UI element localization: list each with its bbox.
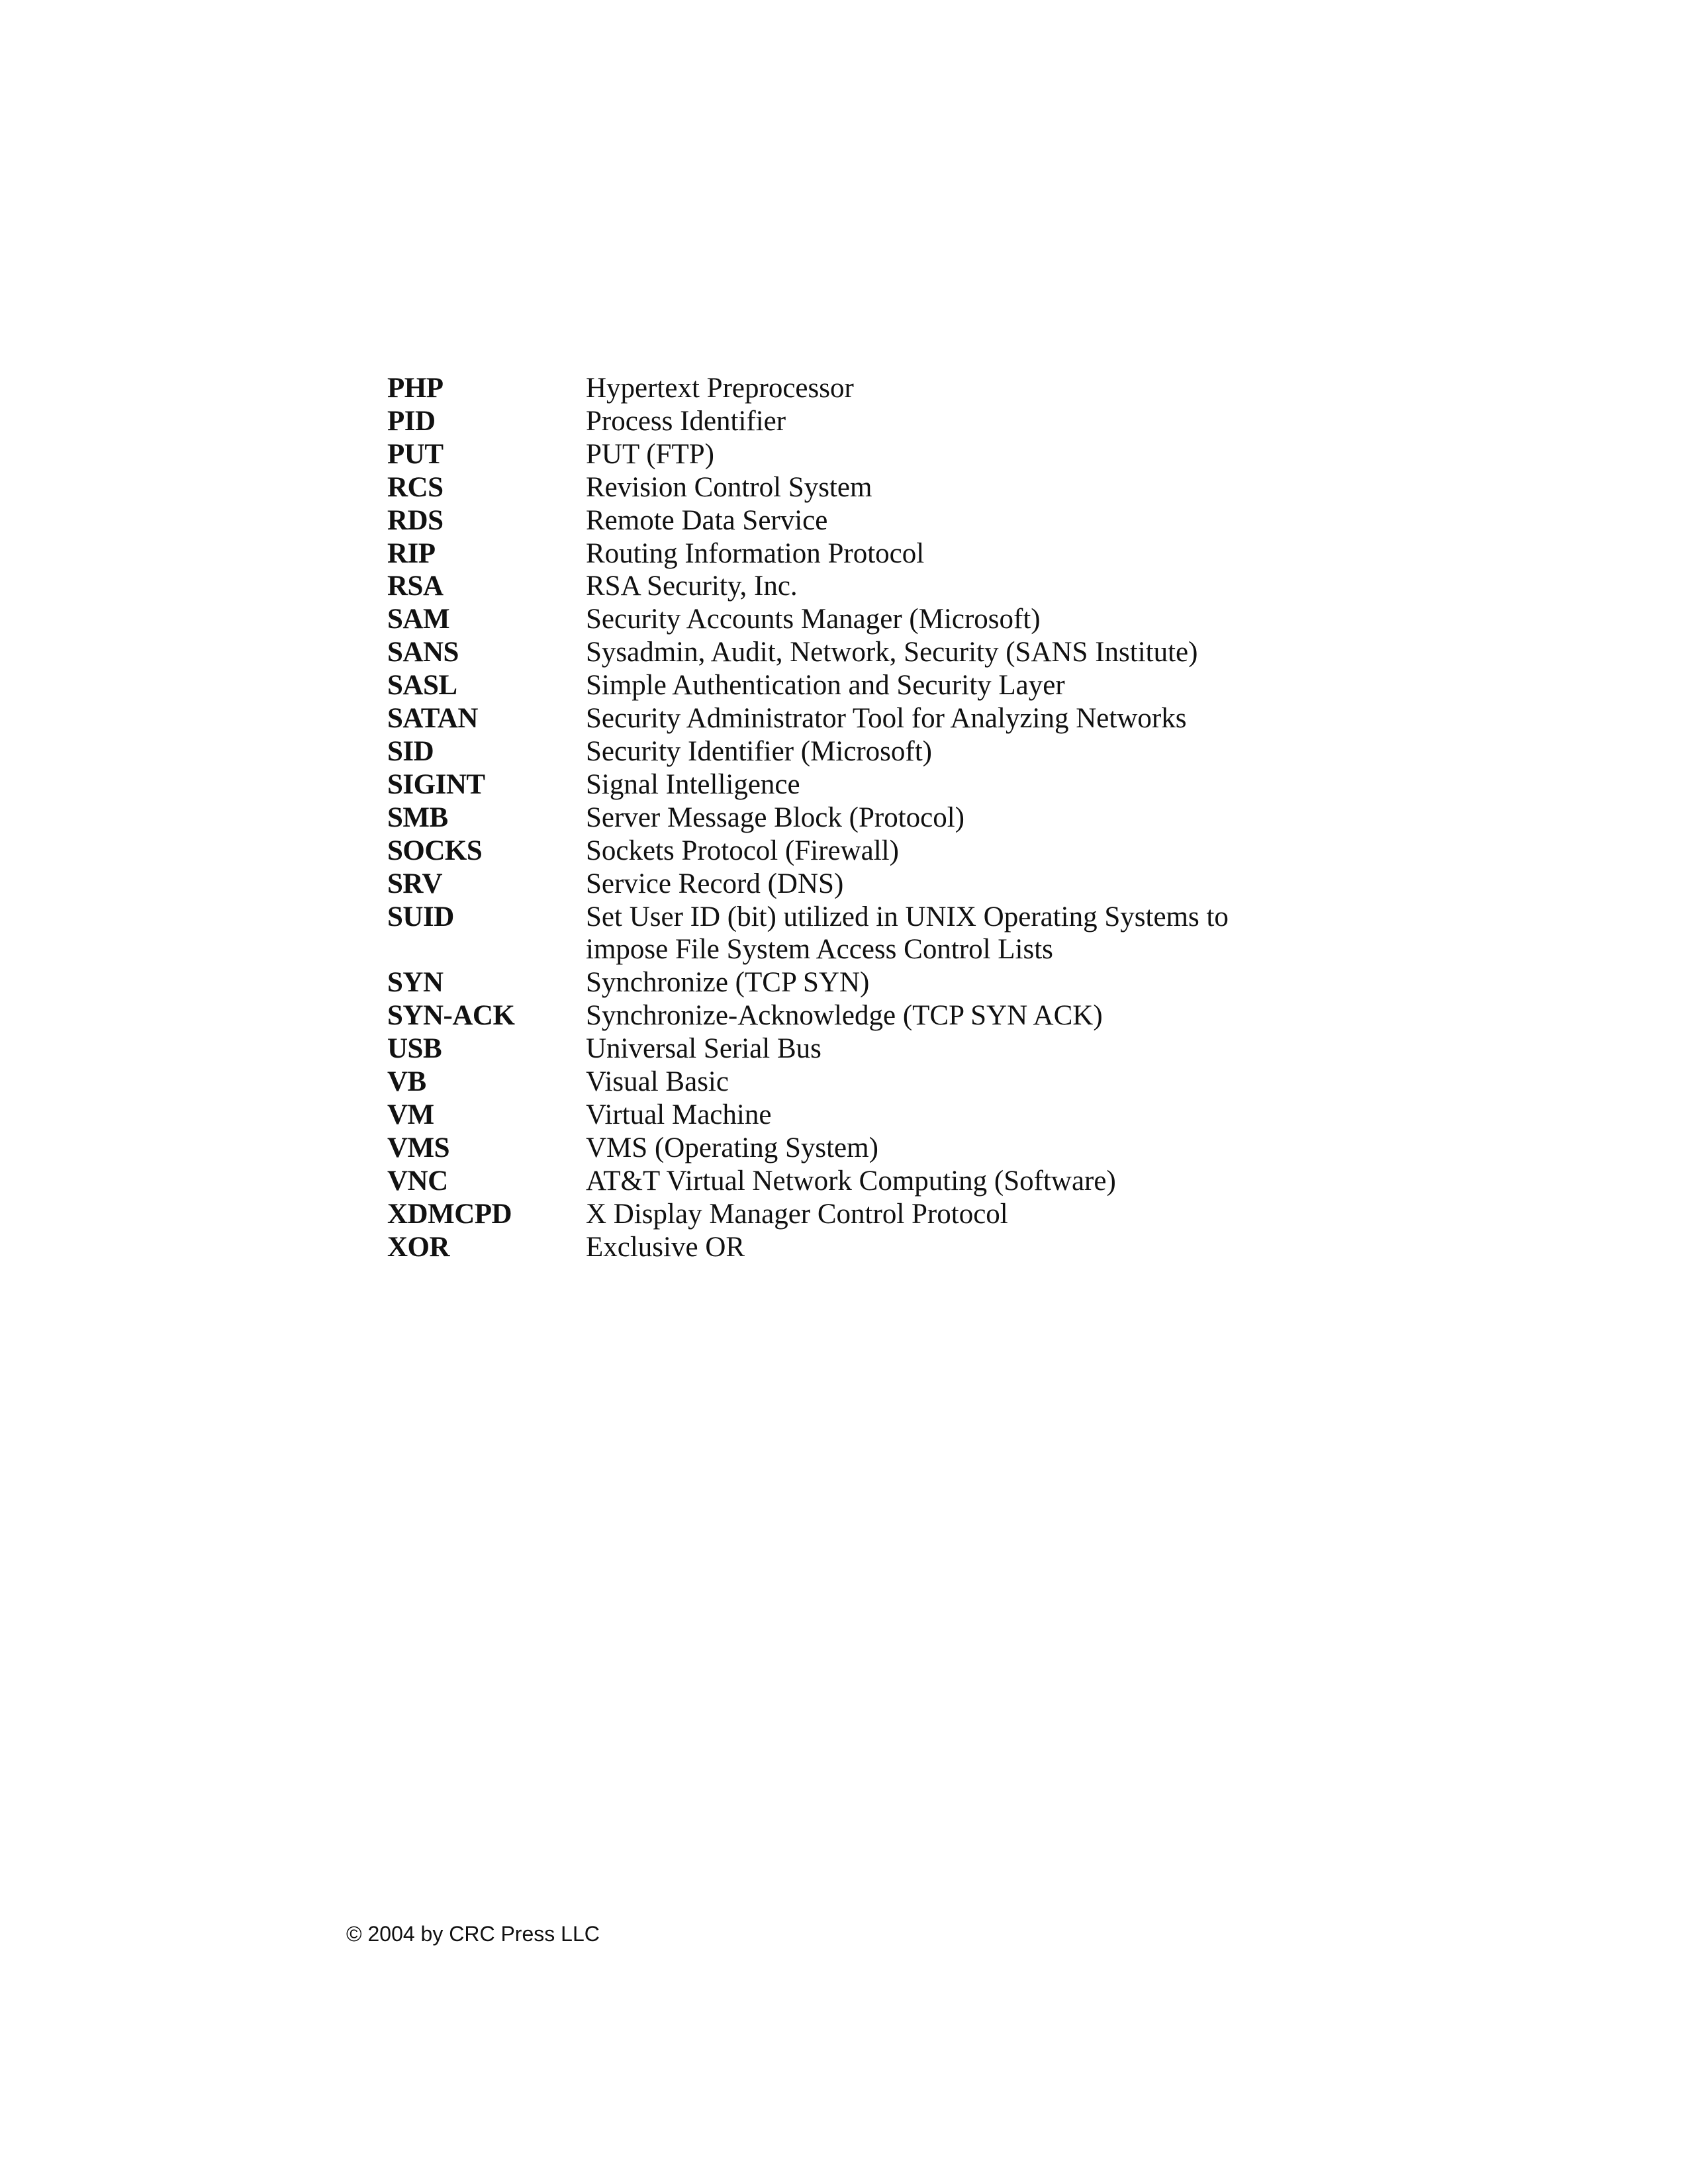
acronym-term: USB bbox=[387, 1033, 442, 1065]
acronym-entry bbox=[387, 735, 1347, 768]
acronym-definition: Signal Intelligence bbox=[586, 768, 800, 800]
acronym-entry bbox=[387, 636, 1347, 669]
acronym-term: SIGINT bbox=[387, 768, 485, 800]
acronym-entry bbox=[387, 504, 1347, 537]
acronym-definition: AT&T Virtual Network Computing (Software) bbox=[586, 1165, 1116, 1197]
acronym-entry bbox=[387, 1099, 1347, 1132]
acronym-term: SYN-ACK bbox=[387, 1000, 515, 1032]
acronym-entry bbox=[387, 999, 1347, 1032]
acronym-entry bbox=[387, 372, 1347, 405]
acronym-term: SAM bbox=[387, 604, 450, 635]
acronym-term: XOR bbox=[387, 1231, 450, 1263]
acronym-definition: Synchronize (TCP SYN) bbox=[586, 967, 870, 999]
acronym-term: SATAN bbox=[387, 703, 478, 735]
acronym-term: SMB bbox=[387, 801, 448, 833]
acronym-definition-continuation: impose File System Access Control Lists bbox=[586, 934, 1053, 966]
acronym-entry bbox=[387, 405, 1347, 438]
copyright-footer: © 2004 by CRC Press LLC bbox=[346, 1922, 600, 1946]
acronym-definition: Set User ID (bit) utilized in UNIX Operating Systems to bbox=[586, 901, 1229, 933]
acronym-entry bbox=[387, 1132, 1347, 1165]
acronym-entry bbox=[387, 537, 1347, 570]
acronym-entry bbox=[387, 1165, 1347, 1198]
acronym-definition: Security Identifier (Microsoft) bbox=[586, 735, 932, 767]
acronym-entry bbox=[387, 570, 1347, 603]
acronym-entry bbox=[387, 1032, 1347, 1066]
acronym-entry bbox=[387, 801, 1347, 835]
acronym-entry bbox=[387, 1198, 1347, 1231]
acronym-term: SANS bbox=[387, 637, 459, 668]
acronym-definition: Universal Serial Bus bbox=[586, 1033, 821, 1065]
acronym-definition: Sockets Protocol (Firewall) bbox=[586, 835, 899, 866]
acronym-term: SYN bbox=[387, 967, 444, 999]
acronym-list bbox=[387, 372, 1347, 1263]
acronym-term: VB bbox=[387, 1066, 426, 1098]
acronym-term: SASL bbox=[387, 670, 457, 702]
acronym-definition: VMS (Operating System) bbox=[586, 1132, 878, 1163]
acronym-term: VMS bbox=[387, 1132, 450, 1163]
acronym-term: SUID bbox=[387, 901, 454, 933]
acronym-term: SOCKS bbox=[387, 835, 483, 866]
acronym-definition: Exclusive OR bbox=[586, 1231, 745, 1263]
acronym-definition: PUT (FTP) bbox=[586, 438, 714, 470]
acronym-definition: Process Identifier bbox=[586, 405, 786, 437]
acronym-term: SRV bbox=[387, 868, 443, 899]
acronym-definition: Simple Authentication and Security Layer bbox=[586, 670, 1065, 702]
acronym-entry bbox=[387, 835, 1347, 868]
acronym-definition: Revision Control System bbox=[586, 471, 872, 503]
acronym-entry bbox=[387, 702, 1347, 735]
acronym-entry bbox=[387, 603, 1347, 636]
acronym-entry bbox=[387, 868, 1347, 901]
acronym-term: SID bbox=[387, 735, 434, 767]
acronym-definition: X Display Manager Control Protocol bbox=[586, 1198, 1008, 1230]
acronym-definition: Synchronize-Acknowledge (TCP SYN ACK) bbox=[586, 1000, 1103, 1032]
acronym-definition: Server Message Block (Protocol) bbox=[586, 801, 964, 833]
acronym-definition: Routing Information Protocol bbox=[586, 537, 925, 569]
acronym-entry bbox=[387, 966, 1347, 999]
acronym-entry bbox=[387, 438, 1347, 471]
acronym-definition: Security Administrator Tool for Analyzing Networks bbox=[586, 703, 1187, 735]
acronym-term: VM bbox=[387, 1099, 434, 1130]
acronym-term: PID bbox=[387, 405, 436, 437]
acronym-entry bbox=[387, 768, 1347, 801]
acronym-definition: Visual Basic bbox=[586, 1066, 729, 1098]
acronym-term: RDS bbox=[387, 504, 444, 536]
acronym-entry bbox=[387, 1231, 1347, 1264]
acronym-definition: RSA Security, Inc. bbox=[586, 570, 798, 602]
acronym-definition: Remote Data Service bbox=[586, 504, 828, 536]
acronym-term: PUT bbox=[387, 438, 444, 470]
acronym-entry bbox=[387, 471, 1347, 504]
acronym-term: PHP bbox=[387, 373, 444, 404]
acronym-entry bbox=[387, 1066, 1347, 1099]
acronym-definition: Service Record (DNS) bbox=[586, 868, 844, 899]
acronym-entry-continuation bbox=[387, 933, 1347, 966]
acronym-entry bbox=[387, 669, 1347, 702]
acronym-entry bbox=[387, 901, 1347, 934]
acronym-term: XDMCPD bbox=[387, 1198, 512, 1230]
acronym-definition: Security Accounts Manager (Microsoft) bbox=[586, 604, 1041, 635]
acronym-term: RSA bbox=[387, 570, 444, 602]
acronym-definition: Virtual Machine bbox=[586, 1099, 772, 1130]
acronym-term: VNC bbox=[387, 1165, 448, 1197]
acronym-term: RIP bbox=[387, 537, 436, 569]
acronym-definition: Sysadmin, Audit, Network, Security (SANS Institute) bbox=[586, 637, 1198, 668]
acronym-term: RCS bbox=[387, 471, 444, 503]
acronym-definition: Hypertext Preprocessor bbox=[586, 373, 854, 404]
